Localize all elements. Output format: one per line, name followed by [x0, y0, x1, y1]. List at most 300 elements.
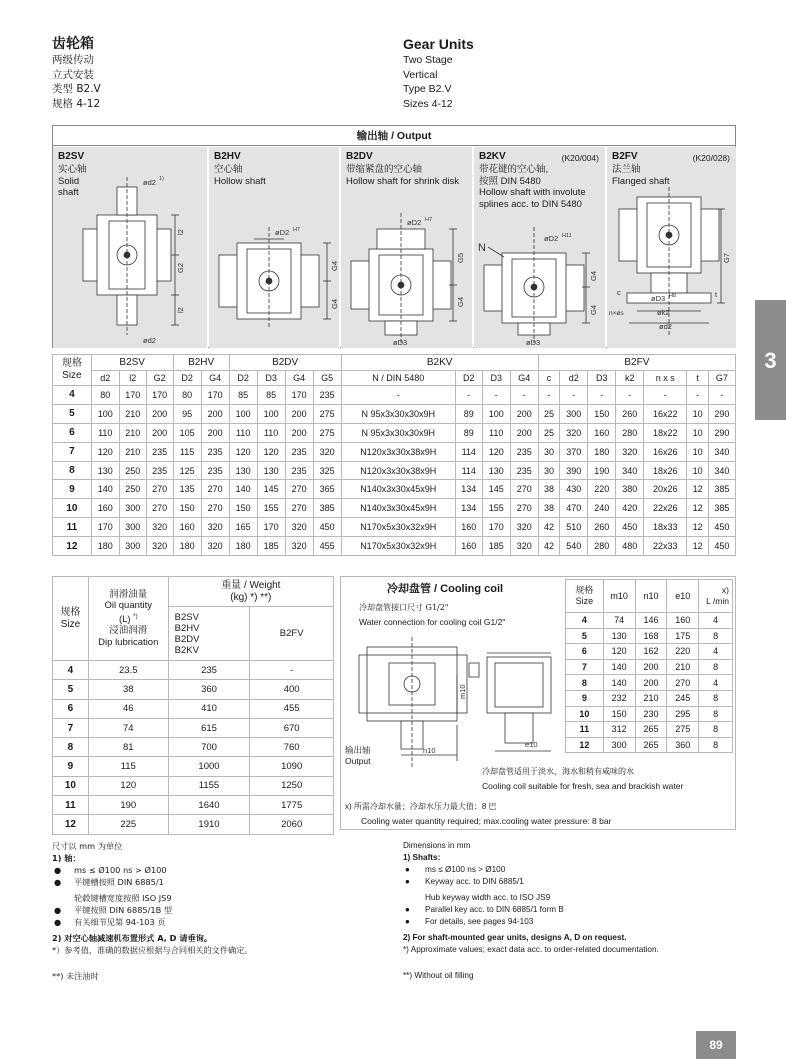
table-row	[566, 644, 733, 660]
size-cell: 12	[53, 537, 92, 556]
table-cell: 150	[603, 706, 635, 722]
table-cell: 10	[687, 423, 709, 442]
table-cell: 160	[455, 537, 482, 556]
table-cell: 200	[146, 404, 173, 423]
oil-size-header	[53, 577, 89, 661]
table-cell: 380	[616, 480, 644, 499]
notes-cn-dims: 尺寸以 mm 为单位	[52, 841, 123, 851]
table-cell: 1155	[168, 776, 250, 795]
table-cell: 235	[146, 442, 173, 461]
table-cell: 140	[229, 480, 257, 499]
table-cell: 180	[173, 537, 201, 556]
table-cell: 430	[560, 480, 588, 499]
table-cell: 130	[257, 461, 285, 480]
table-cell: 410	[168, 699, 250, 718]
table-cell: 360	[667, 737, 699, 753]
table-cell: 89	[455, 423, 482, 442]
table-cell: 105	[173, 423, 201, 442]
table-row	[53, 499, 736, 518]
b2dv-d2-label: øD2	[407, 218, 422, 227]
table-cell: 670	[250, 718, 334, 737]
table-cell: 450	[616, 518, 644, 537]
b2kv-h11: H11	[562, 233, 572, 239]
dim-subheader: d2	[560, 371, 588, 386]
table-cell: 300	[119, 537, 146, 556]
cooling-e10-label: e10	[525, 740, 538, 749]
table-cell: 200	[285, 423, 313, 442]
cooling-note-cn: x) 所需冷却水量；冷却水压力最大值：8 巴	[345, 802, 497, 811]
cooling-suit-cn: 冷却盘管适用于淡水，海水和稍有咸味的水	[482, 767, 634, 776]
b2dv-g5-label: G5	[456, 252, 465, 263]
table-cell: 320	[146, 537, 173, 556]
table-cell: 134	[455, 480, 482, 499]
dim-subheader: G4	[201, 371, 229, 386]
table-cell: 270	[285, 499, 313, 518]
table-cell: -	[482, 386, 510, 405]
table-cell: -	[616, 386, 644, 405]
table-cell: 235	[285, 442, 313, 461]
table-cell: 38	[538, 499, 560, 518]
table-cell: 200	[510, 404, 538, 423]
table-cell: 42	[538, 518, 560, 537]
table-cell: 230	[635, 706, 667, 722]
table-cell: 270	[201, 480, 229, 499]
table-cell: 80	[173, 386, 201, 405]
weight-type-b: B2FV	[250, 607, 334, 661]
cooling-output-label	[345, 745, 371, 767]
notes-en-n2: 2) For shaft-mounted gear units, designs A, D on request.	[403, 933, 627, 942]
weight-title: 重量 / Weight	[221, 579, 281, 591]
dim-subheader: D2	[229, 371, 257, 386]
table-cell: 290	[708, 404, 735, 423]
weight-unit: (kg) *) **)	[230, 591, 272, 603]
dip-lubrication-cn: 浸油润滑	[109, 625, 148, 637]
table-cell: -	[687, 386, 709, 405]
header-cn-title: 齿轮箱	[52, 36, 94, 52]
table-row	[53, 423, 736, 442]
table-cell: 210	[119, 423, 146, 442]
dim-group-b2sv: B2SV	[91, 355, 173, 371]
size-cell: 10	[566, 706, 604, 722]
size-cell: 11	[53, 518, 92, 537]
table-cell: 168	[635, 628, 667, 644]
dim-subheader: l2	[119, 371, 146, 386]
table-cell: 8	[699, 659, 733, 675]
dim-subheader: G2	[146, 371, 173, 386]
table-cell: 270	[146, 499, 173, 518]
b2fv-d3-label: øD3	[651, 294, 666, 303]
table-row	[53, 661, 334, 680]
table-cell: 8	[699, 628, 733, 644]
table-cell: 270	[667, 675, 699, 691]
notes-en-n3: *) Approximate values; exact data acc. to order-related documentation.	[403, 945, 659, 954]
chapter-tab-number: 3	[764, 348, 777, 373]
table-cell: 200	[635, 659, 667, 675]
cool-m10-header: m10	[603, 580, 635, 613]
page-number: 89	[696, 1031, 736, 1059]
table-cell: 130	[91, 461, 119, 480]
table-cell: 385	[708, 480, 735, 499]
dim-subheader: G5	[313, 371, 341, 386]
table-cell: 340	[616, 461, 644, 480]
table-row	[566, 722, 733, 738]
table-cell: 160	[91, 499, 119, 518]
size-cell: 6	[566, 644, 604, 660]
table-cell: 265	[635, 737, 667, 753]
b2sv-desc-3: shaft	[58, 187, 79, 198]
dim-subheader: k2	[616, 371, 644, 386]
notes-en-b2: ● Keyway acc. to DIN 6885/1	[405, 877, 524, 886]
b2sv-d2-sup: 1)	[159, 176, 164, 182]
table-cell: 25	[538, 404, 560, 423]
b2hv-d2-label: øD2	[275, 228, 290, 237]
table-cell: 385	[708, 499, 735, 518]
notes-cn-b1-text: ms ≤ Ø100 ns > Ø100	[74, 865, 167, 875]
b2fv-k2-label: øk2	[657, 308, 670, 317]
b2dv-d3-label: øD3	[393, 338, 408, 347]
oil-unit-sup: *)	[133, 613, 138, 620]
table-cell: 134	[455, 499, 482, 518]
dim-subheader: c	[538, 371, 560, 386]
table-cell: 275	[313, 404, 341, 423]
size-cell: 9	[566, 690, 604, 706]
table-cell: -	[708, 386, 735, 405]
table-cell: N120x3x30x38x9H	[341, 461, 455, 480]
b2fv-desc-2: Flanged shaft	[612, 175, 670, 187]
table-cell: 200	[201, 423, 229, 442]
table-cell: 12	[687, 499, 709, 518]
output-desc-b2hv	[214, 164, 266, 187]
dim-group-b2hv: B2HV	[173, 355, 229, 371]
oil-quantity-unit	[89, 612, 168, 626]
size-cell: 4	[53, 661, 89, 680]
b2sv-desc-1: 实心轴	[58, 164, 87, 175]
table-cell: 18x22	[644, 423, 687, 442]
table-cell: 135	[173, 480, 201, 499]
dim-group-b2kv: B2KV	[341, 355, 538, 371]
output-col-b2sv	[53, 147, 208, 348]
table-cell: 340	[708, 461, 735, 480]
notes-cn-n3: *）参考值，准确的数据应根据与合同相关的文件确定。	[52, 945, 253, 955]
notes-cn-b3: ● 平键按照 DIN 6885/1B 型	[54, 905, 173, 915]
size-cell: 10	[53, 499, 92, 518]
table-row	[566, 613, 733, 629]
table-cell: N 95x3x30x30x9H	[341, 423, 455, 442]
b2fv-d2-label: ød2	[659, 322, 672, 331]
dim-group-b2fv: B2FV	[538, 355, 735, 371]
table-cell: 235	[510, 442, 538, 461]
cool-size-header	[566, 580, 604, 613]
table-cell: 760	[250, 738, 334, 757]
table-cell: 16x22	[644, 404, 687, 423]
table-cell: 89	[455, 404, 482, 423]
dim-subheader: t	[687, 371, 709, 386]
table-row	[53, 757, 334, 776]
notes-cn-n4: **) 未注油时	[52, 971, 99, 981]
size-cell: 11	[53, 796, 89, 815]
table-cell: 120	[88, 776, 168, 795]
table-cell: 170	[285, 386, 313, 405]
b2kv-desc-2: 按照 DIN 5480	[479, 175, 541, 187]
table-cell: 140	[603, 659, 635, 675]
table-cell: 220	[588, 480, 616, 499]
dim-subheader: D2	[455, 371, 482, 386]
size-cell: 5	[53, 404, 92, 423]
table-cell: 270	[510, 499, 538, 518]
b2kv-g4-label-2: G4	[589, 304, 598, 315]
table-cell: 170	[482, 518, 510, 537]
table-cell: 250	[119, 480, 146, 499]
b2fv-c-label: c	[617, 288, 621, 297]
table-cell: 210	[119, 442, 146, 461]
dimension-table	[52, 354, 736, 556]
table-cell: 190	[88, 796, 168, 815]
table-cell: 420	[616, 499, 644, 518]
table-cell: 150	[588, 404, 616, 423]
cooling-m10-label: m10	[458, 684, 467, 699]
dim-subheader: G7	[708, 371, 735, 386]
size-cell: 7	[566, 659, 604, 675]
table-cell: 145	[257, 480, 285, 499]
cooling-conn-cn: 冷却盘管接口尺寸 G1/2"	[359, 603, 449, 612]
table-cell: 12	[687, 480, 709, 499]
table-cell: -	[250, 661, 334, 680]
table-cell: 146	[635, 613, 667, 629]
dim-subheader: D3	[482, 371, 510, 386]
b2kv-n-label: N	[478, 242, 486, 254]
output-code-b2kv: B2KV	[479, 151, 506, 162]
notes-cn	[52, 840, 382, 982]
table-cell: 265	[635, 722, 667, 738]
output-code-b2sv: B2SV	[58, 151, 85, 162]
table-cell: 1090	[250, 757, 334, 776]
table-cell: 540	[560, 537, 588, 556]
table-cell: 210	[119, 404, 146, 423]
table-cell: 120	[603, 644, 635, 660]
table-cell: 130	[603, 628, 635, 644]
table-cell: 320	[313, 442, 341, 461]
b2sv-d2-label: ød2	[143, 178, 156, 187]
b2sv-g2-label: G2	[176, 262, 185, 273]
table-row	[53, 815, 334, 834]
size-cell: 10	[53, 776, 89, 795]
output-col-b2kv	[474, 147, 606, 348]
b2sv-l2-label: l2	[176, 229, 185, 235]
b2fv-t-label: t	[715, 290, 718, 299]
table-cell: 1250	[250, 776, 334, 795]
notes-en-b2-text: Keyway acc. to DIN 6885/1	[425, 877, 524, 886]
table-cell: 140	[91, 480, 119, 499]
table-cell: 320	[560, 423, 588, 442]
table-cell: 325	[313, 461, 341, 480]
table-row	[566, 675, 733, 691]
cooling-drawing	[345, 633, 565, 773]
oil-quantity-cn: 润滑油量	[109, 588, 148, 600]
cooling-title: 冷却盘管 / Cooling coil	[387, 583, 504, 595]
table-cell: -	[538, 386, 560, 405]
table-cell: 700	[168, 738, 250, 757]
table-row	[53, 796, 334, 815]
table-cell: 275	[667, 722, 699, 738]
table-cell: 320	[285, 537, 313, 556]
table-cell: 235	[168, 661, 250, 680]
table-cell: 38	[538, 480, 560, 499]
b2hv-desc-1: 空心轴	[214, 164, 243, 175]
size-cell: 12	[566, 737, 604, 753]
output-desc-b2sv	[58, 164, 87, 199]
cool-n10-header: n10	[635, 580, 667, 613]
cooling-table-body	[566, 613, 733, 753]
b2kv-desc-3: Hollow shaft with involute	[479, 187, 586, 198]
cooling-conn-en: Water connection for cooling coil G1/2"	[359, 617, 506, 627]
chapter-tab	[755, 300, 786, 420]
notes-en-b4: ● For details, see pages 94-103	[405, 917, 534, 926]
table-cell: 25	[538, 423, 560, 442]
dim-size-cn: 规格	[61, 358, 82, 369]
table-cell: 155	[257, 499, 285, 518]
cooling-suit-en: Cooling coil suitable for fresh, sea and brackish water	[482, 781, 684, 791]
header-cn-line4: 规格 4-12	[52, 97, 101, 110]
table-cell: 455	[250, 699, 334, 718]
b2kv-d2-label: øD2	[544, 234, 559, 243]
table-cell: 10	[687, 442, 709, 461]
table-cell: 200	[510, 423, 538, 442]
notes-en	[403, 840, 736, 982]
header-en	[403, 35, 474, 111]
table-cell: 320	[201, 518, 229, 537]
table-cell: 81	[88, 738, 168, 757]
size-cell: 8	[566, 675, 604, 691]
table-cell: 300	[119, 499, 146, 518]
table-cell: 450	[708, 537, 735, 556]
dim-subheader: N / DIN 5480	[341, 371, 455, 386]
table-cell: 275	[313, 423, 341, 442]
table-row	[53, 386, 736, 405]
table-cell: 480	[616, 537, 644, 556]
table-cell: 280	[616, 423, 644, 442]
table-cell: 225	[88, 815, 168, 834]
table-cell: 114	[455, 461, 482, 480]
table-cell: 295	[667, 706, 699, 722]
table-cell: 210	[635, 690, 667, 706]
table-row	[53, 699, 334, 718]
table-cell: 180	[588, 442, 616, 461]
oil-quantity-header	[88, 577, 168, 661]
notes-cn-b3-text: 平键按照 DIN 6885/1B 型	[74, 905, 173, 915]
notes-cn-b1: ● ms ≤ Ø100 ns > Ø100	[54, 865, 167, 875]
table-cell: 10	[687, 461, 709, 480]
table-cell: 160	[455, 518, 482, 537]
size-cell: 9	[53, 757, 89, 776]
table-cell: 46	[88, 699, 168, 718]
table-cell: 235	[510, 461, 538, 480]
table-cell: 235	[313, 386, 341, 405]
table-cell: 100	[257, 404, 285, 423]
oil-table-body	[53, 661, 334, 835]
dim-subheader: D3	[588, 371, 616, 386]
table-cell: 12	[687, 518, 709, 537]
table-cell: 12	[687, 537, 709, 556]
notes-cn-b4: ● 有关细节见第 94-103 页	[54, 917, 166, 927]
dim-table-body	[53, 386, 736, 556]
size-cell: 5	[566, 628, 604, 644]
header-en-title: Gear Units	[403, 36, 474, 52]
table-cell: 150	[173, 499, 201, 518]
table-cell: 155	[482, 499, 510, 518]
header-cn	[52, 35, 101, 111]
table-cell: 170	[119, 386, 146, 405]
table-cell: 290	[708, 423, 735, 442]
table-cell: 8	[699, 706, 733, 722]
b2fv-desc-1: 法兰轴	[612, 164, 641, 175]
header-en-line1: Two Stage	[403, 54, 453, 66]
header-en-line4: Sizes 4-12	[403, 97, 453, 110]
table-cell: 115	[88, 757, 168, 776]
table-cell: 30	[538, 461, 560, 480]
table-cell: 235	[146, 461, 173, 480]
cooling-table	[565, 579, 733, 753]
output-col-b2dv	[341, 147, 473, 348]
table-cell: 365	[313, 480, 341, 499]
table-cell: N140x3x30x45x9H	[341, 480, 455, 499]
table-cell: 145	[482, 480, 510, 499]
type-b2sv: B2SV	[174, 611, 199, 623]
table-cell: -	[510, 386, 538, 405]
cooling-output-en: Output	[345, 756, 371, 766]
table-cell: 4	[699, 644, 733, 660]
table-cell: 1640	[168, 796, 250, 815]
table-cell: 1775	[250, 796, 334, 815]
table-row	[566, 659, 733, 675]
table-cell: 390	[560, 461, 588, 480]
oil-weight-table	[52, 576, 334, 835]
table-cell: 320	[201, 537, 229, 556]
table-cell: 114	[455, 442, 482, 461]
table-cell: 20x26	[644, 480, 687, 499]
weight-types-a	[168, 607, 250, 661]
table-cell: 170	[146, 386, 173, 405]
table-cell: 130	[229, 461, 257, 480]
table-cell: -	[588, 386, 616, 405]
oil-quantity-en: Oil quantity	[104, 600, 153, 612]
table-row	[566, 628, 733, 644]
header-en-line3: Type B2.V	[403, 83, 452, 95]
notes-cn-b2: ● 平键槽按照 DIN 6885/1	[54, 877, 164, 887]
table-cell: 340	[708, 442, 735, 461]
b2kv-d3-label: øD3	[526, 338, 541, 347]
table-cell: 120	[91, 442, 119, 461]
table-cell: 245	[667, 690, 699, 706]
dim-size-header	[53, 355, 92, 386]
table-cell: 300	[119, 518, 146, 537]
size-cell: 11	[566, 722, 604, 738]
b2dv-g4-label: G4	[456, 296, 465, 307]
size-cell: 12	[53, 815, 89, 834]
table-row	[53, 404, 736, 423]
size-cell: 5	[53, 680, 89, 699]
table-cell: 120	[257, 442, 285, 461]
table-cell: 270	[201, 499, 229, 518]
output-ref-b2kv: (K20/004)	[561, 153, 599, 163]
table-cell: 180	[229, 537, 257, 556]
table-cell: 200	[146, 423, 173, 442]
size-cell: 4	[566, 613, 604, 629]
table-cell: 150	[229, 499, 257, 518]
notes-en-b2b: Hub keyway width acc. to ISO JS9	[425, 893, 551, 902]
dim-size-en: Size	[62, 370, 82, 381]
b2hv-desc-2: Hollow shaft	[214, 175, 266, 187]
table-cell: 85	[257, 386, 285, 405]
